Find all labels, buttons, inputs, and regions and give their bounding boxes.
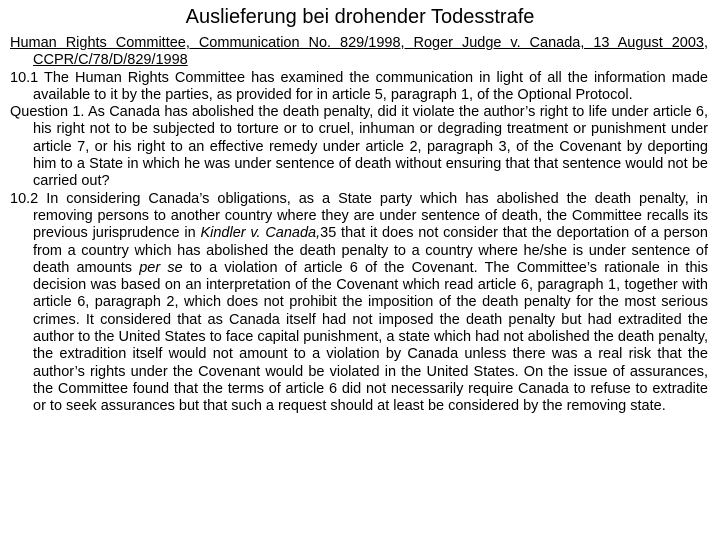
paragraph-10-2-part3: to a violation of article 6 of the Covenant. The Committee’s rationale in this decision was based on an interpretation of the Covenant which read article 6, paragraph 1, together with article 6, paragraph 2, which does not prohibit the imposition of the death penalty for the most serious crimes. It considered that as Canada itself had not imposed the death penalty but had extradited the author to the United States to face capital punishment, a state which had not abolished the death penalty, the extradition itself would not amount to a violation by Canada unless there was a real risk that the author’s rights under the Covenant would be violated in the United States. On the issue of assurances, the Committee found that the terms of article 6 did not necessarily require Canada to refuse to extradite or to seek assurances but that such a request should at least be considered by the removing state. — [33, 259, 708, 415]
page-title: Auslieferung bei drohender Todesstrafe — [185, 6, 535, 28]
citation-paragraph — [10, 35, 708, 70]
case-name-kindler: Kindler v. Canada, — [200, 225, 321, 242]
case-citation: Human Rights Committee, Communication No. 829/1998, Roger Judge v. Canada, 13 August 2003, CCPR/C/78/D/829/1998 — [10, 35, 708, 69]
paragraph-10-2-part2: 35 that it does not consider that the deportation of a person from a country which has abolished the death penalty to a country where he/she is under sentence of death amounts — [33, 225, 708, 276]
question-1: Question 1. As Canada has abolished the death penalty, did it violate the author’s right to life under article 6, his right not to be subjected to torture or to cruel, inhuman or degrading treatment or punishment under article 7, or his right to an effective remedy under article 2, paragraph 3, of the Covenant by deporting him to a State in which he was under sentence of death without ensuring that that sentence would not be carried out? — [10, 104, 708, 190]
per-se-term: per se — [139, 259, 183, 276]
paragraph-10-2 — [10, 191, 708, 416]
document-body — [10, 35, 708, 416]
paragraph-10-1: 10.1 The Human Rights Committee has examined the communication in light of all the information made available to it by the parties, as provided for in article 5, paragraph 1, of the Optional Protocol. — [10, 69, 708, 103]
paragraph-10-2-part1: 10.2 In considering Canada’s obligations, as a State party which has abolished the death penalty, in removing persons to another country where they are under sentence of death, the Committee recalls its previous jurisprudence in — [10, 190, 708, 242]
